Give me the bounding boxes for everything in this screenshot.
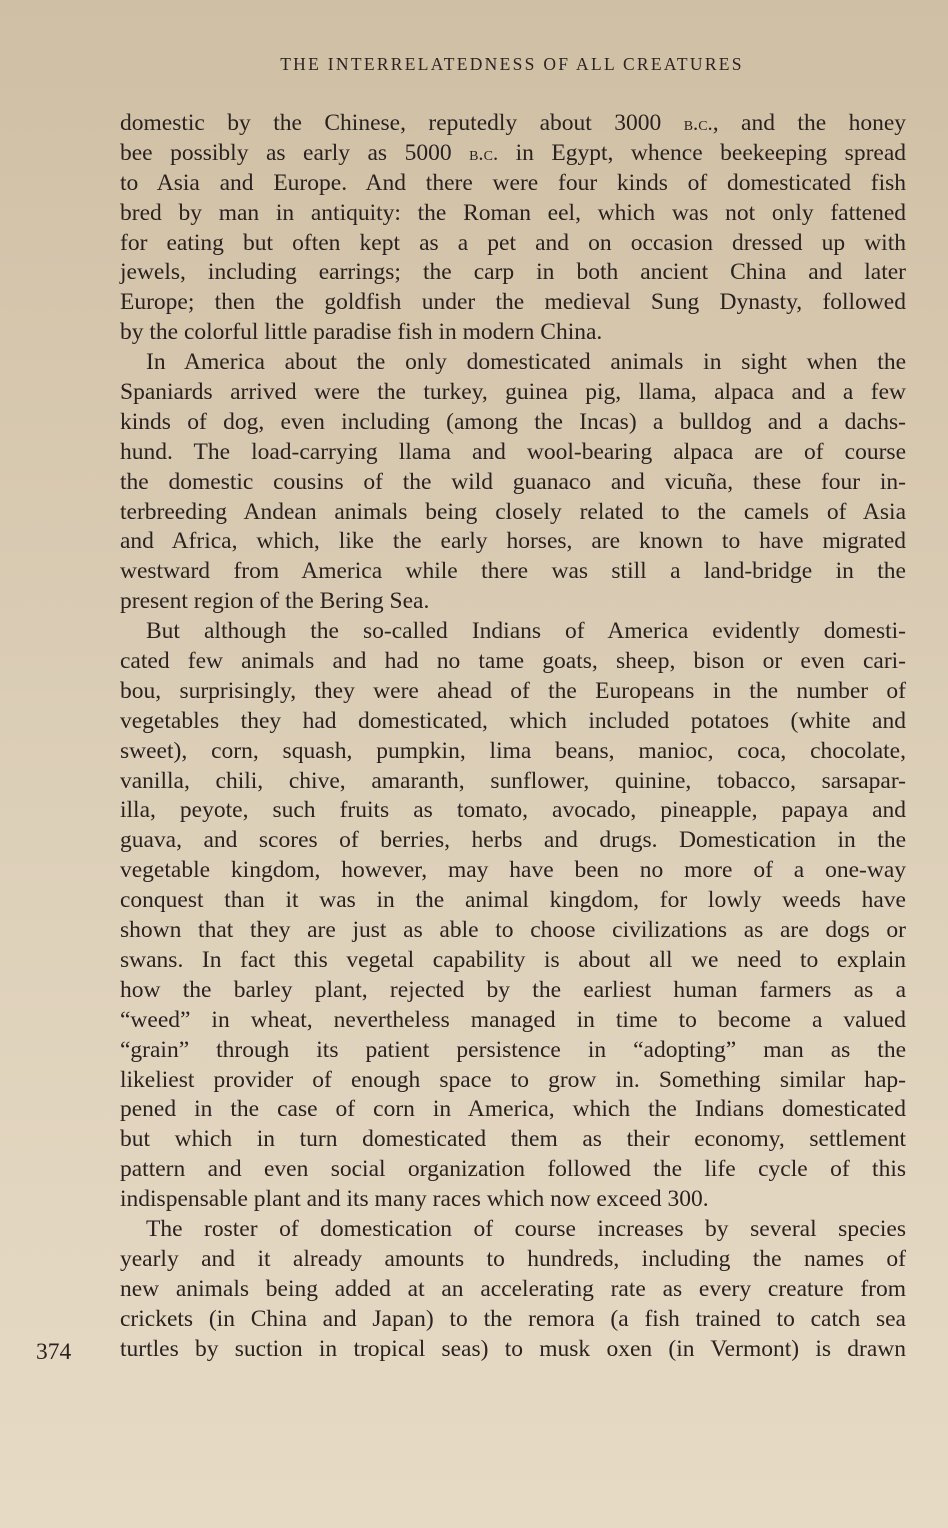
text-line: present region of the Bering Sea. — [120, 588, 430, 615]
text-line: conquest than it was in the animal kingdom, for lowly weeds have — [120, 887, 906, 914]
text-line: pened in the case of corn in America, which the Indians domesticated — [120, 1096, 906, 1123]
text-line: how the barley plant, rejected by the earliest human farmers as a — [120, 976, 906, 1003]
text-line: indispensable plant and its many races which now exceed 300. — [120, 1186, 709, 1213]
text-line: swans. In fact this vegetal capability is about all we need to explain — [120, 946, 906, 973]
text-line: the domestic cousins of the wild guanaco and vicuña, these four in- — [120, 468, 906, 495]
text-line: sweet), corn, squash, pumpkin, lima beans, manioc, coca, chocolate, — [120, 737, 906, 764]
era-abbreviation: b.c. — [683, 113, 713, 135]
text-line: vegetable kingdom, however, may have been no more of a one-way — [120, 857, 906, 884]
text-line: bou, surprisingly, they were ahead of the Europeans in the number of — [120, 677, 906, 704]
text-line: illa, peyote, such fruits as tomato, avocado, pineapple, papaya and — [120, 797, 906, 824]
text-line: and Africa, which, like the early horses, are known to have migrated — [120, 528, 906, 555]
text-line: domestic by the Chinese, reputedly about 3000 b.c., and the honey — [120, 110, 906, 136]
text-line: “weed” in wheat, nevertheless managed in time to become a valued — [120, 1006, 906, 1033]
text-line: kinds of dog, even including (among the Incas) a bulldog and a dachs- — [120, 408, 906, 435]
text-line: hund. The load-carrying llama and wool-bearing alpaca are of course — [120, 438, 906, 465]
paragraph-first-line: But although the so-called Indians of America evidently domesti- — [146, 618, 906, 645]
text-line: crickets (in China and Japan) to the remora (a fish trained to catch sea — [120, 1305, 906, 1332]
text-line: cated few animals and had no tame goats, sheep, bison or even cari- — [120, 648, 906, 675]
text-line: new animals being added at an accelerating rate as every creature from — [120, 1275, 906, 1302]
text-line: turtles by suction in tropical seas) to musk oxen (in Vermont) is drawn — [120, 1335, 906, 1362]
running-head: THE INTERRELATEDNESS OF ALL CREATURES — [280, 54, 744, 74]
era-abbreviation: b.c. — [469, 142, 499, 165]
text-line: yearly and it already amounts to hundreds, including the names of — [120, 1245, 906, 1272]
text-line: pattern and even social organization followed the life cycle of this — [120, 1156, 906, 1183]
page-number: 374 — [36, 1339, 72, 1365]
text-line: likeliest provider of enough space to grow in. Something similar hap- — [120, 1066, 906, 1093]
paragraph-first-line: The roster of domestication of course increases by several species — [146, 1215, 906, 1242]
text-line: to Asia and Europe. And there were four kinds of domesticated fish — [120, 169, 906, 196]
text-line: vegetables they had domesticated, which included potatoes (white and — [120, 707, 906, 734]
text-line: bee possibly as early as 5000 b.c. in Egypt, whence beekeeping spread — [120, 139, 906, 166]
text-line: Spaniards arrived were the turkey, guinea pig, llama, alpaca and a few — [120, 379, 906, 406]
text-line: guava, and scores of berries, herbs and drugs. Domestication in the — [120, 827, 906, 854]
text-line: “grain” through its patient persistence in “adopting” man as the — [120, 1036, 906, 1063]
text-line: vanilla, chili, chive, amaranth, sunflower, quinine, tobacco, sarsapar- — [120, 767, 906, 794]
text-line: by the colorful little paradise fish in modern China. — [120, 319, 603, 346]
text-line: but which in turn domesticated them as their economy, settlement — [120, 1126, 906, 1153]
text-line: jewels, including earrings; the carp in both ancient China and later — [120, 259, 906, 286]
body-text — [120, 109, 906, 1364]
text-line: Europe; then the goldfish under the medieval Sung Dynasty, followed — [120, 289, 906, 316]
text-line: bred by man in antiquity: the Roman eel, which was not only fattened — [120, 199, 906, 226]
text-line: terbreeding Andean animals being closely related to the camels of Asia — [120, 498, 906, 525]
paragraph-first-line: In America about the only domesticated animals in sight when the — [146, 349, 906, 376]
text-line: shown that they are just as able to choose civilizations as are dogs or — [120, 917, 906, 944]
text-line: westward from America while there was still a land-bridge in the — [120, 558, 906, 585]
text-line: for eating but often kept as a pet and on occasion dressed up with — [120, 229, 906, 256]
